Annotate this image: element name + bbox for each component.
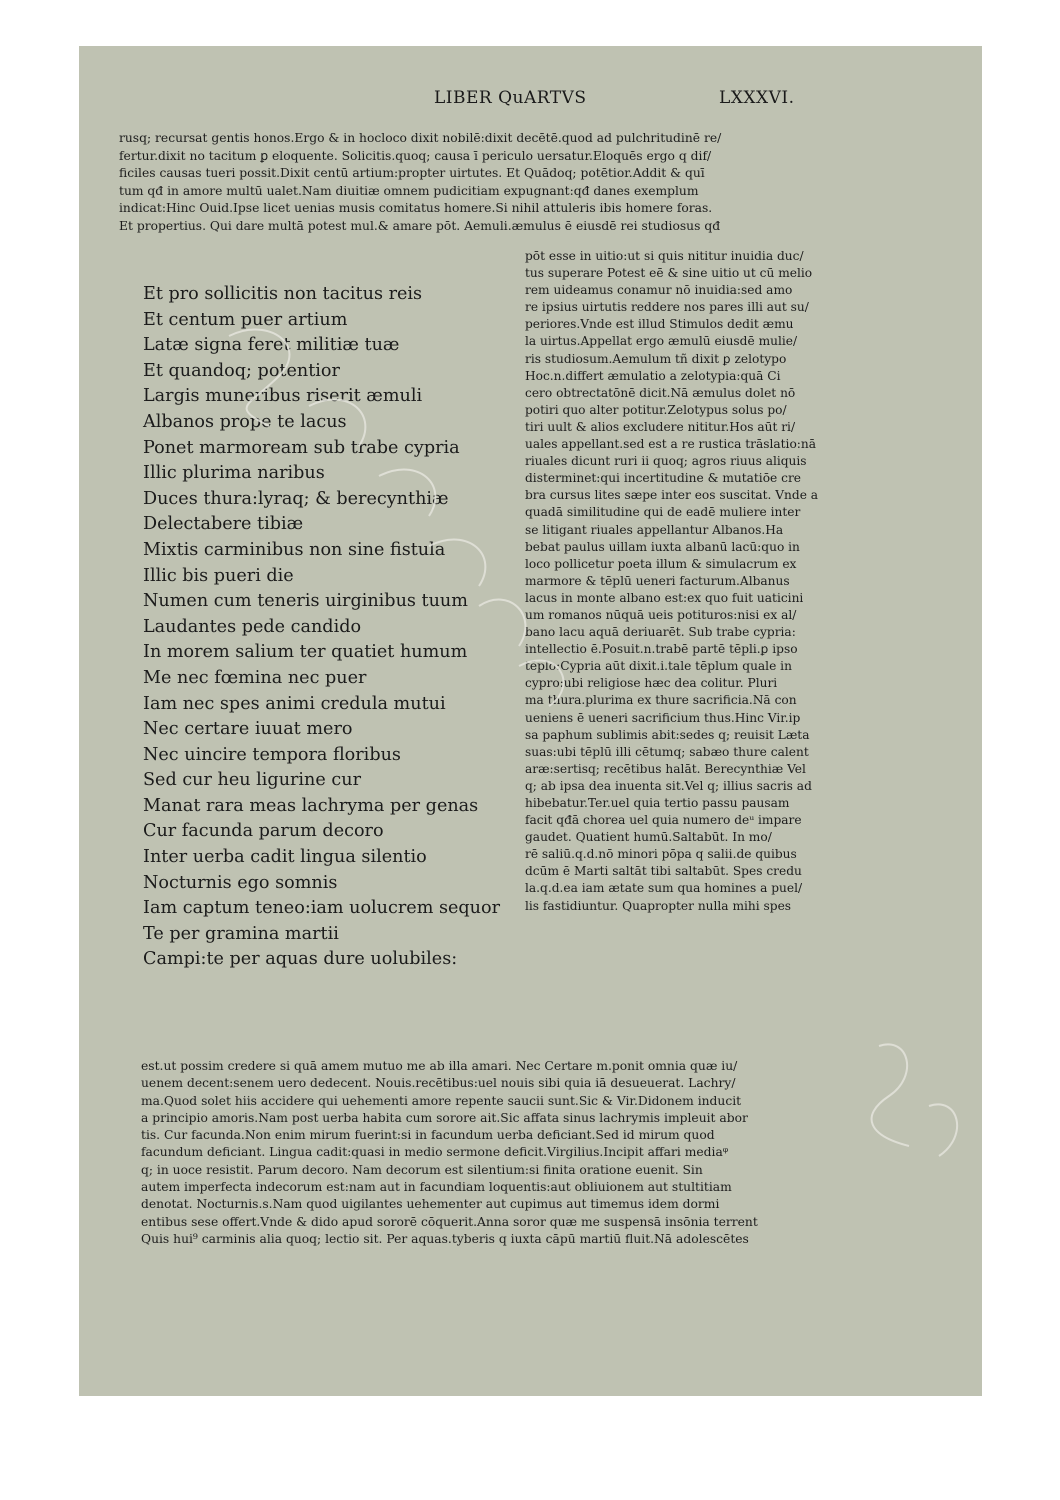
commentary-line: re ipsius uirtutis reddere nos pares illi aut su/: [525, 300, 809, 315]
commentary-line: denotat. Nocturnis.s.Nam quod uigilantes uehementer aut cupimus aut timemus idem dormi: [141, 1197, 720, 1212]
commentary-line: sa paphum sublimis abit:sedes q; reuisit Læta: [525, 727, 810, 742]
commentary-line: autem imperfecta indecorum est:nam aut in facundiam loquentis:aut obliuionem aut stultitiam: [141, 1180, 732, 1195]
commentary-line: rē saliū.q.d.nō minori pōpa q salii.de quibus: [525, 847, 797, 862]
poem-line: Cur facunda parum decoro: [143, 821, 384, 842]
commentary-line: uenem decent:senem uero dedecent. Nouis.recētibus:uel nouis sibi quia iā desueuerat. Lachry/: [141, 1076, 736, 1091]
commentary-line: gaudet. Quatient humū.Saltabūt. In mo/: [525, 830, 772, 845]
commentary-line: la.q.d.ea iam ætate sum qua homines a puel/: [525, 881, 803, 896]
commentary-line: suas:ubi tēplū illi cētumq; sabæo thure calent: [525, 744, 809, 759]
poem-line: Numen cum teneris uirginibus tuum: [143, 591, 468, 612]
poem-line: Et centum puer artium: [143, 309, 348, 330]
poem-line: Largis muneribus riserit æmuli: [143, 386, 423, 407]
commentary-line: dcūm ē Marti saltāt tibi saltabūt. Spes credu: [525, 864, 802, 879]
poem-line: Mixtis carminibus non sine fistula: [143, 539, 446, 560]
commentary-line: entibus sese offert.Vnde & dido apud sororē cōquerit.Anna soror quæ me suspensā insōnia terrent: [141, 1214, 758, 1229]
commentary-line: disterminet:qui incertitudine & mutatiōe cre: [525, 471, 801, 486]
commentary-line: lis fastidiuntur. Quapropter nulla mihi spes: [525, 898, 792, 913]
commentary-line: aræ:sertisq; recētibus halāt. Berecynthiæ Vel: [525, 761, 806, 776]
commentary-line: la uirtus.Appellat ergo æmulū eiusdē mulie/: [525, 334, 798, 349]
poem-line: Nec uincire tempora floribus: [143, 744, 401, 765]
commentary-line: facit qđā chorea uel quia numero deᵘ impare: [525, 813, 802, 828]
running-title: LIBER QuARTVS: [434, 88, 587, 108]
poem-line: In morem salium ter quatiet humum: [143, 642, 468, 663]
side-commentary: [525, 248, 818, 915]
commentary-line: ma.Quod solet hiis accidere qui uehementi amore repente saucii sunt.Sic & Vir.Didonem inducit: [141, 1093, 742, 1108]
poem-line: Ponet marmoream sub trabe cypria: [143, 437, 460, 458]
commentary-line: cypro:ubi religiose hæc dea colitur. Pluri: [525, 676, 778, 691]
poem-line: Iam nec spes animi credula mutui: [143, 693, 446, 714]
folio-number: LXXXVI.: [719, 88, 795, 108]
commentary-line: ueniens ē ueneri sacrificium thus.Hinc Vir.ip: [525, 710, 801, 725]
commentary-line: pōt esse in uitio:ut si quis nititur inuidia duc/: [525, 249, 804, 263]
commentary-line: tēplo:Cypria aūt dixit.i.tale tēplum quale in: [525, 659, 792, 674]
poem-line: Inter uerba cadit lingua silentio: [143, 847, 427, 868]
commentary-line: bra cursus lites sæpe inter eos suscitat. Vnde a: [525, 488, 819, 503]
commentary-line: indicat:Hinc Ouid.Ipse licet uenias musis comitatus homere.Si nihil attuleris ibis homere foras.: [119, 201, 713, 215]
poem-line: Delectabere tibiæ: [143, 514, 304, 535]
poem-line: Campi:te per aquas dure uolubiles:: [143, 949, 458, 970]
poem-line: Illic bis pueri die: [143, 565, 294, 586]
commentary-line: bebat paulus uillam iuxta albanū lacū:quo in: [525, 539, 800, 554]
commentary-line: q; ab ipsa dea inuenta sit.Vel q; illius sacris ad: [525, 778, 812, 793]
commentary-line: est.ut possim credere si quā amem mutuo me ab illa amari. Nec Certare m.ponit omnia quæ iu/: [141, 1059, 738, 1073]
poem-line: Nocturnis ego somnis: [143, 872, 338, 893]
poem-line: Illic plurima naribus: [143, 463, 325, 484]
commentary-line: potiri quo alter potitur.Zelotypus solus po/: [525, 402, 787, 417]
commentary-line: Hoc.n.differt æmulatio a zelotypia:quā Ci: [525, 368, 781, 383]
commentary-line: loco pollicetur poeta illum & simulacrum ex: [525, 556, 797, 571]
commentary-line: quadā similitudine qui de eadē muliere inter: [525, 505, 801, 520]
poem-line: Latæ signa feret militiæ tuæ: [143, 335, 400, 356]
commentary-line: rusq; recursat gentis honos.Ergo & in hocloco dixit nobilē:dixit decētē.quod ad pulchritudinē re/: [119, 131, 722, 145]
commentary-line: facundum deficiant. Lingua cadit:quasi in medio sermone deficit.Virgilius.Incipit affari mediaᵠ: [141, 1145, 729, 1160]
commentary-line: q; in uoce resistit. Parum decoro. Nam decorum est silentium:si finita oratione euenit. Sin: [141, 1162, 703, 1177]
poem-line: Me nec fœmina nec puer: [143, 667, 367, 688]
commentary-line: bano lacu aquā deriuarēt. Sub trabe cypria:: [525, 625, 796, 640]
commentary-line: a principio amoris.Nam post uerba habita cum sorore ait.Sic affata sinus lachrymis impleuit abor: [141, 1110, 748, 1125]
poem-line: Nec certare iuuat mero: [143, 719, 353, 740]
poem-line: Duces thura:lyraq; & berecynthiæ: [143, 488, 449, 509]
commentary-line: fertur.dixit no tacitum ꝑ eloquente. Solicitis.quoq; causa ī periculo uersatur.Eloquēs ergo q dif/: [119, 148, 712, 163]
commentary-line: rem uideamus conamur nō inuidia:sed amo: [525, 283, 793, 298]
poem-line: Albanos prope te lacus: [143, 411, 347, 432]
commentary-line: tum qđ in amore multū ualet.Nam diuitiæ omnem pudicitiam expugnant:qđ danes exemplum: [119, 183, 699, 198]
commentary-line: ris studiosum.Aemulum tñ dixit ꝑ zelotypo: [525, 351, 787, 366]
bottom-commentary: [141, 1058, 758, 1248]
commentary-line: Et propertius. Qui dare multā potest mul.& amare pōt. Aemuli.æmulus ē eiusdē rei studiosus qđ: [119, 218, 721, 233]
commentary-line: se litigant riuales appellantur Albanos.Ha: [525, 522, 784, 537]
commentary-line: intellectio ē.Posuit.n.trabē partē tēpli.ꝑ ipso: [525, 642, 798, 657]
commentary-line: tis. Cur facunda.Non enim mirum fuerint:si in facundum uerba deficiant.Sed id mirum quod: [141, 1128, 715, 1143]
commentary-line: uales appellant.sed est a re rustica trāslatio:nā: [525, 437, 817, 452]
book-page: [79, 46, 982, 1396]
commentary-line: marmore & tēplū ueneri facturum.Albanus: [525, 573, 790, 588]
commentary-line: um romanos nūquā ueis potituros:nisi ex al/: [525, 607, 797, 622]
poem-line: Et pro sollicitis non tacitus reis: [143, 284, 423, 304]
poem-line: Manat rara meas lachryma per genas: [143, 795, 479, 816]
commentary-line: ficiles causas tueri possit.Dixit centū artium:propter uirtutes. Et Quādoq; potētior.Addit & quī: [119, 166, 705, 180]
commentary-line: periores.Vnde est illud Stimulos dedit æmu: [525, 317, 794, 332]
commentary-line: ma thura.plurima ex thure sacrificia.Nā con: [525, 693, 797, 708]
commentary-line: hibebatur.Ter.uel quia tertio passu pausam: [525, 796, 790, 810]
commentary-line: Quis hui⁹ carminis alia quoq; lectio sit. Per aquas.tyberis q iuxta cāpū martiū fluit.Nā adolescētes: [141, 1231, 749, 1246]
poem-line: Te per gramina martii: [143, 923, 339, 944]
poem-line: Iam captum teneo:iam uolucrem sequor: [143, 898, 501, 919]
poem-line: Et quandoq; potentior: [143, 360, 340, 381]
commentary-line: tus superare Potest eē & sine uitio ut cū melio: [525, 266, 813, 281]
commentary-line: cero obtrectatōnē dicit.Nā æmulus dolet nō: [525, 385, 796, 400]
top-commentary: [119, 130, 939, 235]
commentary-line: riuales dicunt ruri ii quoq; agros riuus aliquis: [525, 454, 807, 469]
commentary-line: tiri uult & alios excludere nititur.Hos aūt ri/: [525, 419, 796, 434]
poem-text: [143, 282, 500, 973]
commentary-line: lacus in monte albano est:ex quo fuit uaticini: [525, 590, 804, 605]
poem-line: Sed cur heu ligurine cur: [143, 770, 361, 791]
poem-line: Laudantes pede candido: [143, 616, 362, 637]
